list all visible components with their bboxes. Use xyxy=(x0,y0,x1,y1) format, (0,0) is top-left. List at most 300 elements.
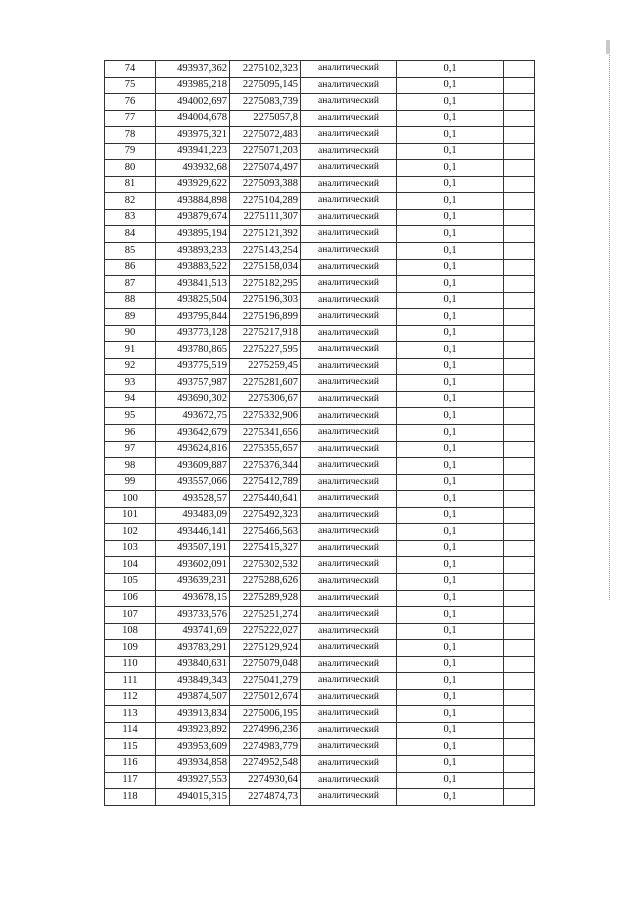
precision-cell: 0,1 xyxy=(397,540,504,557)
precision-cell: 0,1 xyxy=(397,358,504,375)
table-row xyxy=(105,689,535,706)
point-number-cell: 100 xyxy=(105,491,156,508)
precision-cell: 0,1 xyxy=(397,391,504,408)
table-row xyxy=(105,243,535,260)
x-coordinate-cell: 493884,898 xyxy=(156,193,230,210)
x-coordinate-cell: 493783,291 xyxy=(156,640,230,657)
point-number-cell: 96 xyxy=(105,425,156,442)
point-number-cell: 117 xyxy=(105,772,156,789)
table-row xyxy=(105,193,535,210)
point-number-cell: 112 xyxy=(105,689,156,706)
empty-cell xyxy=(504,491,535,508)
precision-cell: 0,1 xyxy=(397,127,504,144)
point-number-cell: 84 xyxy=(105,226,156,243)
y-coordinate-cell: 2275196,303 xyxy=(230,292,301,309)
x-coordinate-cell: 493446,141 xyxy=(156,524,230,541)
x-coordinate-cell: 493609,887 xyxy=(156,458,230,475)
x-coordinate-cell: 493825,504 xyxy=(156,292,230,309)
table-row xyxy=(105,176,535,193)
empty-cell xyxy=(504,375,535,392)
empty-cell xyxy=(504,226,535,243)
point-number-cell: 91 xyxy=(105,342,156,359)
table-row xyxy=(105,739,535,756)
y-coordinate-cell: 2275259,45 xyxy=(230,358,301,375)
precision-cell: 0,1 xyxy=(397,176,504,193)
x-coordinate-cell: 493690,302 xyxy=(156,391,230,408)
table-row xyxy=(105,540,535,557)
method-cell: аналитический xyxy=(301,276,397,293)
precision-cell: 0,1 xyxy=(397,243,504,260)
table-row xyxy=(105,209,535,226)
method-cell: аналитический xyxy=(301,755,397,772)
empty-cell xyxy=(504,160,535,177)
empty-cell xyxy=(504,507,535,524)
precision-cell: 0,1 xyxy=(397,292,504,309)
table-row xyxy=(105,474,535,491)
precision-cell: 0,1 xyxy=(397,110,504,127)
point-number-cell: 115 xyxy=(105,739,156,756)
y-coordinate-cell: 2274996,236 xyxy=(230,722,301,739)
x-coordinate-cell: 493557,066 xyxy=(156,474,230,491)
y-coordinate-cell: 2275012,674 xyxy=(230,689,301,706)
empty-cell xyxy=(504,640,535,657)
point-number-cell: 114 xyxy=(105,722,156,739)
table-row xyxy=(105,259,535,276)
table-row xyxy=(105,458,535,475)
y-coordinate-cell: 2275196,899 xyxy=(230,309,301,326)
x-coordinate-cell: 493795,844 xyxy=(156,309,230,326)
point-number-cell: 92 xyxy=(105,358,156,375)
method-cell: аналитический xyxy=(301,358,397,375)
precision-cell: 0,1 xyxy=(397,640,504,657)
precision-cell: 0,1 xyxy=(397,226,504,243)
point-number-cell: 88 xyxy=(105,292,156,309)
method-cell: аналитический xyxy=(301,391,397,408)
x-coordinate-cell: 493678,15 xyxy=(156,590,230,607)
precision-cell: 0,1 xyxy=(397,259,504,276)
method-cell: аналитический xyxy=(301,425,397,442)
table-row xyxy=(105,772,535,789)
x-coordinate-cell: 493775,519 xyxy=(156,358,230,375)
table-row xyxy=(105,143,535,160)
method-cell: аналитический xyxy=(301,789,397,806)
method-cell: аналитический xyxy=(301,176,397,193)
y-coordinate-cell: 2275251,274 xyxy=(230,607,301,624)
table-row xyxy=(105,358,535,375)
method-cell: аналитический xyxy=(301,160,397,177)
table-row xyxy=(105,309,535,326)
method-cell: аналитический xyxy=(301,640,397,657)
x-coordinate-cell: 493757,987 xyxy=(156,375,230,392)
method-cell: аналитический xyxy=(301,375,397,392)
y-coordinate-cell: 2275083,739 xyxy=(230,94,301,111)
precision-cell: 0,1 xyxy=(397,325,504,342)
empty-cell xyxy=(504,524,535,541)
empty-cell xyxy=(504,590,535,607)
point-number-cell: 103 xyxy=(105,540,156,557)
y-coordinate-cell: 2275222,027 xyxy=(230,623,301,640)
method-cell: аналитический xyxy=(301,325,397,342)
empty-cell xyxy=(504,557,535,574)
table-row xyxy=(105,226,535,243)
table-row xyxy=(105,491,535,508)
precision-cell: 0,1 xyxy=(397,425,504,442)
precision-cell: 0,1 xyxy=(397,507,504,524)
precision-cell: 0,1 xyxy=(397,789,504,806)
point-number-cell: 80 xyxy=(105,160,156,177)
point-number-cell: 98 xyxy=(105,458,156,475)
precision-cell: 0,1 xyxy=(397,706,504,723)
empty-cell xyxy=(504,309,535,326)
empty-cell xyxy=(504,722,535,739)
x-coordinate-cell: 493883,522 xyxy=(156,259,230,276)
empty-cell xyxy=(504,706,535,723)
y-coordinate-cell: 2275440,641 xyxy=(230,491,301,508)
x-coordinate-cell: 493741,69 xyxy=(156,623,230,640)
point-number-cell: 104 xyxy=(105,557,156,574)
table-row xyxy=(105,160,535,177)
x-coordinate-cell: 493624,816 xyxy=(156,441,230,458)
y-coordinate-cell: 2275332,906 xyxy=(230,408,301,425)
empty-cell xyxy=(504,94,535,111)
precision-cell: 0,1 xyxy=(397,276,504,293)
point-number-cell: 79 xyxy=(105,143,156,160)
empty-cell xyxy=(504,474,535,491)
method-cell: аналитический xyxy=(301,193,397,210)
y-coordinate-cell: 2275111,307 xyxy=(230,209,301,226)
empty-cell xyxy=(504,755,535,772)
method-cell: аналитический xyxy=(301,706,397,723)
table-row xyxy=(105,755,535,772)
point-number-cell: 76 xyxy=(105,94,156,111)
x-coordinate-cell: 493937,362 xyxy=(156,61,230,78)
y-coordinate-cell: 2275182,295 xyxy=(230,276,301,293)
empty-cell xyxy=(504,408,535,425)
method-cell: аналитический xyxy=(301,739,397,756)
y-coordinate-cell: 2275079,048 xyxy=(230,656,301,673)
x-coordinate-cell: 493975,321 xyxy=(156,127,230,144)
y-coordinate-cell: 2274983,779 xyxy=(230,739,301,756)
x-coordinate-cell: 494002,697 xyxy=(156,94,230,111)
x-coordinate-cell: 494004,678 xyxy=(156,110,230,127)
point-number-cell: 74 xyxy=(105,61,156,78)
x-coordinate-cell: 493913,834 xyxy=(156,706,230,723)
method-cell: аналитический xyxy=(301,573,397,590)
precision-cell: 0,1 xyxy=(397,722,504,739)
y-coordinate-cell: 2275093,388 xyxy=(230,176,301,193)
y-coordinate-cell: 2275121,392 xyxy=(230,226,301,243)
point-number-cell: 75 xyxy=(105,77,156,94)
method-cell: аналитический xyxy=(301,540,397,557)
method-cell: аналитический xyxy=(301,61,397,78)
y-coordinate-cell: 2275071,203 xyxy=(230,143,301,160)
point-number-cell: 81 xyxy=(105,176,156,193)
x-coordinate-cell: 493932,68 xyxy=(156,160,230,177)
empty-cell xyxy=(504,739,535,756)
x-coordinate-cell: 493602,091 xyxy=(156,557,230,574)
method-cell: аналитический xyxy=(301,94,397,111)
point-number-cell: 85 xyxy=(105,243,156,260)
y-coordinate-cell: 2275302,532 xyxy=(230,557,301,574)
precision-cell: 0,1 xyxy=(397,623,504,640)
precision-cell: 0,1 xyxy=(397,573,504,590)
method-cell: аналитический xyxy=(301,292,397,309)
method-cell: аналитический xyxy=(301,127,397,144)
empty-cell xyxy=(504,276,535,293)
table-row xyxy=(105,706,535,723)
table-row xyxy=(105,375,535,392)
x-coordinate-cell: 493879,674 xyxy=(156,209,230,226)
x-coordinate-cell: 493895,194 xyxy=(156,226,230,243)
x-coordinate-cell: 493941,223 xyxy=(156,143,230,160)
x-coordinate-cell: 493483,09 xyxy=(156,507,230,524)
y-coordinate-cell: 2275041,279 xyxy=(230,673,301,690)
y-coordinate-cell: 2275281,607 xyxy=(230,375,301,392)
precision-cell: 0,1 xyxy=(397,607,504,624)
empty-cell xyxy=(504,772,535,789)
x-coordinate-cell: 493773,128 xyxy=(156,325,230,342)
y-coordinate-cell: 2275227,595 xyxy=(230,342,301,359)
method-cell: аналитический xyxy=(301,474,397,491)
y-coordinate-cell: 2275355,657 xyxy=(230,441,301,458)
y-coordinate-cell: 2275104,289 xyxy=(230,193,301,210)
table-row xyxy=(105,408,535,425)
x-coordinate-cell: 493934,858 xyxy=(156,755,230,772)
y-coordinate-cell: 2275129,924 xyxy=(230,640,301,657)
method-cell: аналитический xyxy=(301,243,397,260)
empty-cell xyxy=(504,61,535,78)
method-cell: аналитический xyxy=(301,557,397,574)
method-cell: аналитический xyxy=(301,607,397,624)
method-cell: аналитический xyxy=(301,722,397,739)
precision-cell: 0,1 xyxy=(397,739,504,756)
empty-cell xyxy=(504,342,535,359)
table-row xyxy=(105,276,535,293)
precision-cell: 0,1 xyxy=(397,375,504,392)
point-number-cell: 118 xyxy=(105,789,156,806)
point-number-cell: 89 xyxy=(105,309,156,326)
table-row xyxy=(105,789,535,806)
x-coordinate-cell: 493780,865 xyxy=(156,342,230,359)
method-cell: аналитический xyxy=(301,209,397,226)
precision-cell: 0,1 xyxy=(397,458,504,475)
point-number-cell: 95 xyxy=(105,408,156,425)
point-number-cell: 99 xyxy=(105,474,156,491)
coordinates-table xyxy=(104,60,535,806)
point-number-cell: 111 xyxy=(105,673,156,690)
table-row xyxy=(105,325,535,342)
x-coordinate-cell: 493733,576 xyxy=(156,607,230,624)
table-row xyxy=(105,607,535,624)
point-number-cell: 106 xyxy=(105,590,156,607)
y-coordinate-cell: 2275057,8 xyxy=(230,110,301,127)
table-row xyxy=(105,524,535,541)
method-cell: аналитический xyxy=(301,408,397,425)
x-coordinate-cell: 493929,622 xyxy=(156,176,230,193)
x-coordinate-cell: 493507,191 xyxy=(156,540,230,557)
table-row xyxy=(105,342,535,359)
x-coordinate-cell: 493927,553 xyxy=(156,772,230,789)
empty-cell xyxy=(504,573,535,590)
empty-cell xyxy=(504,391,535,408)
table-row xyxy=(105,425,535,442)
point-number-cell: 107 xyxy=(105,607,156,624)
table-row xyxy=(105,441,535,458)
empty-cell xyxy=(504,441,535,458)
precision-cell: 0,1 xyxy=(397,309,504,326)
method-cell: аналитический xyxy=(301,524,397,541)
x-coordinate-cell: 493874,507 xyxy=(156,689,230,706)
empty-cell xyxy=(504,689,535,706)
empty-cell xyxy=(504,789,535,806)
precision-cell: 0,1 xyxy=(397,94,504,111)
precision-cell: 0,1 xyxy=(397,160,504,177)
method-cell: аналитический xyxy=(301,491,397,508)
precision-cell: 0,1 xyxy=(397,408,504,425)
precision-cell: 0,1 xyxy=(397,755,504,772)
empty-cell xyxy=(504,77,535,94)
point-number-cell: 83 xyxy=(105,209,156,226)
y-coordinate-cell: 2275412,789 xyxy=(230,474,301,491)
table-row xyxy=(105,127,535,144)
point-number-cell: 93 xyxy=(105,375,156,392)
table-row xyxy=(105,94,535,111)
method-cell: аналитический xyxy=(301,77,397,94)
point-number-cell: 94 xyxy=(105,391,156,408)
method-cell: аналитический xyxy=(301,309,397,326)
y-coordinate-cell: 2275341,656 xyxy=(230,425,301,442)
precision-cell: 0,1 xyxy=(397,656,504,673)
precision-cell: 0,1 xyxy=(397,342,504,359)
empty-cell xyxy=(504,673,535,690)
point-number-cell: 86 xyxy=(105,259,156,276)
y-coordinate-cell: 2274930,64 xyxy=(230,772,301,789)
table-row xyxy=(105,673,535,690)
x-coordinate-cell: 493849,343 xyxy=(156,673,230,690)
y-coordinate-cell: 2275288,626 xyxy=(230,573,301,590)
y-coordinate-cell: 2275376,344 xyxy=(230,458,301,475)
y-coordinate-cell: 2275466,563 xyxy=(230,524,301,541)
precision-cell: 0,1 xyxy=(397,441,504,458)
precision-cell: 0,1 xyxy=(397,209,504,226)
y-coordinate-cell: 2275415,327 xyxy=(230,540,301,557)
table-row xyxy=(105,110,535,127)
point-number-cell: 116 xyxy=(105,755,156,772)
y-coordinate-cell: 2275306,67 xyxy=(230,391,301,408)
table-row xyxy=(105,623,535,640)
empty-cell xyxy=(504,656,535,673)
precision-cell: 0,1 xyxy=(397,590,504,607)
table-row xyxy=(105,77,535,94)
empty-cell xyxy=(504,623,535,640)
precision-cell: 0,1 xyxy=(397,77,504,94)
point-number-cell: 102 xyxy=(105,524,156,541)
table-row xyxy=(105,507,535,524)
point-number-cell: 97 xyxy=(105,441,156,458)
method-cell: аналитический xyxy=(301,441,397,458)
point-number-cell: 87 xyxy=(105,276,156,293)
x-coordinate-cell: 493840,631 xyxy=(156,656,230,673)
method-cell: аналитический xyxy=(301,259,397,276)
precision-cell: 0,1 xyxy=(397,689,504,706)
x-coordinate-cell: 493528,57 xyxy=(156,491,230,508)
empty-cell xyxy=(504,209,535,226)
point-number-cell: 108 xyxy=(105,623,156,640)
scan-edge-line xyxy=(609,40,611,600)
x-coordinate-cell: 493841,513 xyxy=(156,276,230,293)
empty-cell xyxy=(504,259,535,276)
precision-cell: 0,1 xyxy=(397,772,504,789)
x-coordinate-cell: 493953,609 xyxy=(156,739,230,756)
method-cell: аналитический xyxy=(301,772,397,789)
table-row xyxy=(105,656,535,673)
precision-cell: 0,1 xyxy=(397,673,504,690)
y-coordinate-cell: 2275492,323 xyxy=(230,507,301,524)
point-number-cell: 77 xyxy=(105,110,156,127)
table-row xyxy=(105,640,535,657)
point-number-cell: 101 xyxy=(105,507,156,524)
precision-cell: 0,1 xyxy=(397,143,504,160)
empty-cell xyxy=(504,110,535,127)
table-row xyxy=(105,722,535,739)
x-coordinate-cell: 493639,231 xyxy=(156,573,230,590)
y-coordinate-cell: 2275289,928 xyxy=(230,590,301,607)
method-cell: аналитический xyxy=(301,590,397,607)
point-number-cell: 105 xyxy=(105,573,156,590)
y-coordinate-cell: 2275143,254 xyxy=(230,243,301,260)
method-cell: аналитический xyxy=(301,342,397,359)
precision-cell: 0,1 xyxy=(397,491,504,508)
precision-cell: 0,1 xyxy=(397,193,504,210)
empty-cell xyxy=(504,243,535,260)
table-row xyxy=(105,292,535,309)
empty-cell xyxy=(504,143,535,160)
method-cell: аналитический xyxy=(301,458,397,475)
point-number-cell: 78 xyxy=(105,127,156,144)
y-coordinate-cell: 2275102,323 xyxy=(230,61,301,78)
x-coordinate-cell: 494015,315 xyxy=(156,789,230,806)
point-number-cell: 113 xyxy=(105,706,156,723)
precision-cell: 0,1 xyxy=(397,61,504,78)
method-cell: аналитический xyxy=(301,623,397,640)
method-cell: аналитический xyxy=(301,507,397,524)
empty-cell xyxy=(504,325,535,342)
method-cell: аналитический xyxy=(301,689,397,706)
table-row xyxy=(105,61,535,78)
empty-cell xyxy=(504,292,535,309)
table-row xyxy=(105,391,535,408)
point-number-cell: 90 xyxy=(105,325,156,342)
empty-cell xyxy=(504,607,535,624)
method-cell: аналитический xyxy=(301,656,397,673)
table-row xyxy=(105,557,535,574)
empty-cell xyxy=(504,176,535,193)
empty-cell xyxy=(504,127,535,144)
precision-cell: 0,1 xyxy=(397,524,504,541)
y-coordinate-cell: 2274874,73 xyxy=(230,789,301,806)
empty-cell xyxy=(504,425,535,442)
y-coordinate-cell: 2275006,195 xyxy=(230,706,301,723)
point-number-cell: 110 xyxy=(105,656,156,673)
y-coordinate-cell: 2275158,034 xyxy=(230,259,301,276)
y-coordinate-cell: 2275217,918 xyxy=(230,325,301,342)
coordinates-table-body xyxy=(105,61,535,806)
y-coordinate-cell: 2274952,548 xyxy=(230,755,301,772)
table-row xyxy=(105,590,535,607)
method-cell: аналитический xyxy=(301,143,397,160)
x-coordinate-cell: 493642,679 xyxy=(156,425,230,442)
x-coordinate-cell: 493672,75 xyxy=(156,408,230,425)
